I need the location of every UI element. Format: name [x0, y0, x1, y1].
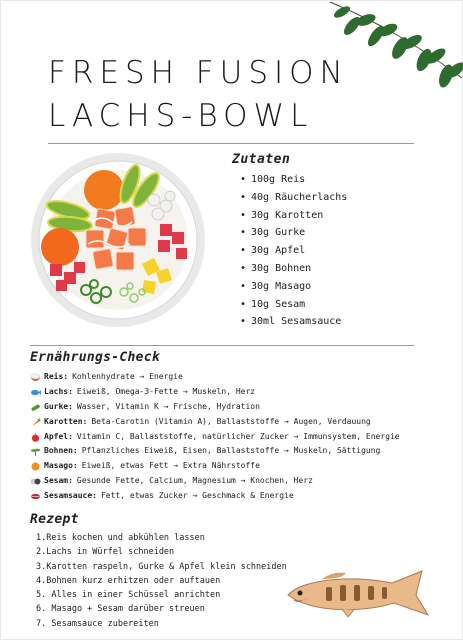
- recipe-step: 2.Lachs in Würfel schneiden: [36, 547, 175, 558]
- recipe-step: 1.Reis kochen und abkühlen lassen: [36, 533, 205, 543]
- recipe-step: 3.Karotten raspeln, Gurke & Apfel klein schneiden: [36, 561, 287, 572]
- apple-icon: [30, 433, 41, 442]
- nutrition-text: Kohlenhydrate → Energie: [72, 372, 183, 381]
- nutrition-text: Gesunde Fette, Calcium, Magnesium → Knochen, Herz: [76, 476, 313, 486]
- nutrition-name: Sesamsauce:: [44, 491, 97, 501]
- list-item: • 30g Bohnen: [240, 260, 347, 278]
- recipe-step: 5. Alles in einer Schüssel anrichten: [36, 590, 221, 601]
- nutrition-row: [30, 444, 400, 459]
- nutrition-name: Sesam:: [44, 476, 73, 486]
- nutrition-name: Gurke:: [44, 401, 73, 411]
- cucumber-icon: [30, 403, 41, 412]
- nutrition-row: [30, 430, 400, 445]
- nutrition-row: [30, 370, 400, 385]
- nutrition-name: Apfel:: [44, 431, 73, 441]
- list-item: • 30g Gurke: [240, 224, 347, 242]
- sprout-icon: [30, 447, 41, 456]
- title-line-2: LACHS-BOWL: [48, 98, 314, 134]
- nutrition-text: Eiweiß, etwas Fett → Extra Nährstoffe: [81, 461, 260, 471]
- list-item: • 30g Karotten: [240, 207, 347, 225]
- fish-illustration-icon: [282, 565, 432, 620]
- nutrition-name: Reis:: [44, 372, 69, 381]
- list-item: • 30ml Sesamsauce: [240, 313, 347, 331]
- nutrition-text: Pflanzliches Eiweiß, Eisen, Ballaststoffe → Muskeln, Sättigung: [81, 446, 381, 456]
- divider-top: [48, 143, 414, 144]
- sesame-icon: [30, 477, 41, 486]
- nutrition-name: Lachs:: [44, 386, 73, 396]
- ingredients-list: [240, 171, 347, 331]
- nutrition-row: [30, 385, 400, 400]
- ingredients-heading: Zutaten: [232, 152, 291, 167]
- nutrition-row: [30, 415, 400, 430]
- nutrition-row: [30, 400, 400, 415]
- nutrition-row: [30, 489, 400, 504]
- nutrition-name: Karotten:: [44, 416, 88, 426]
- list-item: • 40g Räucherlachs: [240, 189, 347, 207]
- recipe-steps: [36, 531, 287, 631]
- orange-dot-icon: [30, 462, 41, 471]
- poke-bowl-image: [30, 152, 206, 328]
- recipe-step: 7. Sesamsauce zubereiten: [36, 618, 159, 629]
- recipe-heading: Rezept: [30, 512, 79, 527]
- nutrition-text: Fett, etwas Zucker → Geschmack & Energie: [100, 491, 294, 501]
- nutrition-heading: Ernährungs-Check: [30, 350, 161, 365]
- page-title: [48, 52, 349, 138]
- divider-middle: [30, 345, 414, 346]
- recipe-step: 4.Bohnen kurz erhitzen oder auftauen: [36, 575, 221, 586]
- rice-bowl-icon: [30, 373, 41, 382]
- nutrition-text: Wasser, Vitamin K → Frische, Hydration: [76, 401, 260, 411]
- carrot-icon: [30, 418, 41, 427]
- nutrition-name: Bohnen:: [44, 446, 78, 456]
- list-item: • 100g Reis: [240, 171, 347, 189]
- list-item: • 30g Apfel: [240, 242, 347, 260]
- recipe-step: 6. Masago + Sesam darüber streuen: [36, 604, 205, 615]
- list-item: • 30g Masago: [240, 278, 347, 296]
- nutrition-text: Eiweiß, Omega-3-Fette → Muskeln, Herz: [76, 386, 256, 396]
- lips-icon: [30, 492, 41, 501]
- nutrition-row: [30, 474, 400, 489]
- nutrition-list: [30, 370, 400, 504]
- nutrition-text: Vitamin C, Ballaststoffe, natürlicher Zucker → Immunsystem, Energie: [76, 431, 400, 441]
- fish-icon: [30, 388, 41, 397]
- nutrition-name: Masago:: [44, 461, 78, 471]
- list-item: • 10g Sesam: [240, 296, 347, 314]
- title-line-1: FRESH FUSION: [48, 55, 349, 91]
- nutrition-row: [30, 459, 400, 474]
- nutrition-text: Beta-Carotin (Vitamin A), Ballaststoffe → Augen, Verdauung: [91, 416, 371, 426]
